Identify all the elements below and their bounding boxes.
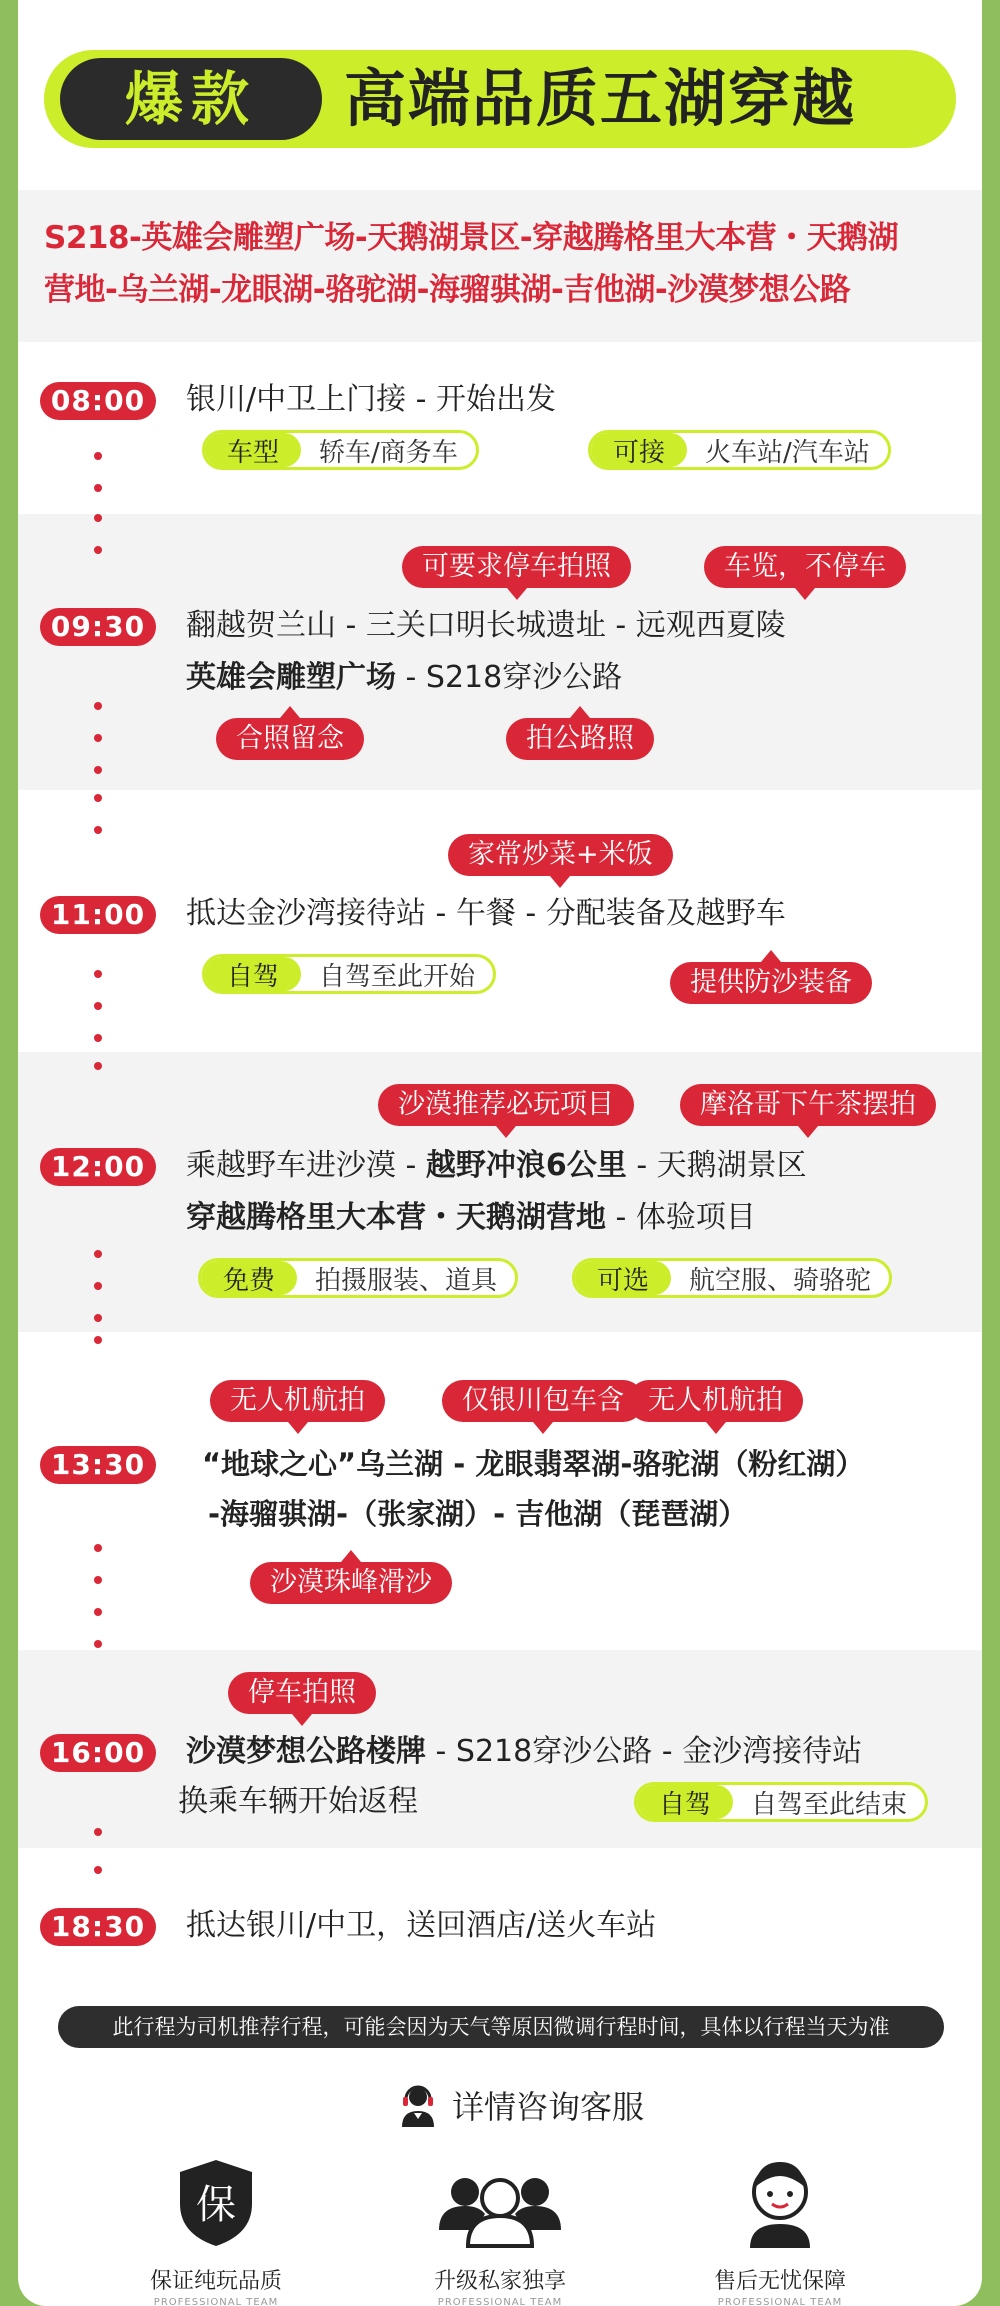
schedule-text-2 xyxy=(186,658,622,698)
stop-photo-tag-2: 停车拍照 xyxy=(228,1672,376,1714)
timeline-dot xyxy=(94,1282,102,1290)
pickup-pill xyxy=(588,430,891,470)
schedule-1830 xyxy=(18,1848,982,1958)
pill-key: 自驾 xyxy=(637,1785,733,1819)
schedule-text-2 xyxy=(186,1198,756,1238)
pill-key: 可选 xyxy=(575,1261,671,1295)
schedule-0800 xyxy=(18,342,982,514)
feature-private xyxy=(390,2152,610,2306)
feature-label: 升级私家独享 xyxy=(433,2269,566,2294)
schedule-text: 抵达金沙湾接待站 - 午餐 - 分配装备及越野车 xyxy=(186,896,786,931)
no-stop-tag: 车览，不停车 xyxy=(704,546,906,588)
free-props-pill xyxy=(198,1258,518,1298)
time-badge: 08:00 xyxy=(40,382,156,420)
timeline-dot xyxy=(94,826,102,834)
pill-key: 可接 xyxy=(591,433,687,467)
schedule-text-2: -海骝骐湖-（张家湖）- 吉他湖（琵琶湖） xyxy=(208,1497,748,1531)
stop-photo-tag: 可要求停车拍照 xyxy=(402,546,631,588)
time-badge: 09:30 xyxy=(40,608,156,646)
schedule-text xyxy=(186,1732,862,1772)
consult-label: 详情咨询客服 xyxy=(452,2088,645,2126)
timeline-dot xyxy=(94,1544,102,1552)
timeline-dot xyxy=(94,1002,102,1010)
shield-icon xyxy=(176,2158,256,2248)
timeline-dot xyxy=(94,766,102,774)
timeline-dot xyxy=(94,1640,102,1648)
schedule-text-2: 换乘车辆开始返程 xyxy=(178,1784,418,1819)
customer-service-icon xyxy=(398,2083,438,2127)
timeline-dot xyxy=(94,1576,102,1584)
highlight-text: 越野冲浪6公里 xyxy=(425,1148,627,1183)
pill-value: 自驾至此开始 xyxy=(319,961,476,992)
highlight-text: 英雄会雕塑广场 xyxy=(186,660,396,695)
group-icon xyxy=(435,2168,565,2248)
highlight-text: 沙漠梦想公路楼牌 xyxy=(186,1734,426,1769)
lunch-tag: 家常炒菜+米饭 xyxy=(448,834,673,876)
drone-tag: 无人机航拍 xyxy=(210,1380,385,1422)
feature-sub: PROFESSIONAL TEAM xyxy=(717,2297,843,2306)
hot-badge: 爆款 xyxy=(60,58,322,140)
yinchuan-only-tag: 仅银川包车含 xyxy=(442,1380,644,1422)
feature-sub: PROFESSIONAL TEAM xyxy=(153,2297,279,2306)
timeline-dot xyxy=(94,484,102,492)
support-agent-icon xyxy=(740,2156,820,2248)
time-badge: 13:30 xyxy=(40,1446,156,1484)
plain-text: - S218穿沙公路 - 金沙湾接待站 xyxy=(426,1734,863,1769)
timeline-dot xyxy=(94,1866,102,1874)
time-badge: 11:00 xyxy=(40,896,156,934)
consult-service-link[interactable] xyxy=(398,2080,644,2130)
schedule-0930 xyxy=(18,514,982,790)
feature-aftersales xyxy=(670,2152,890,2306)
route-line-2: 营地-乌兰湖-龙眼湖-骆驼湖-海骝骐湖-吉他湖-沙漠梦想公路 xyxy=(44,272,851,308)
self-drive-start-pill xyxy=(202,954,496,994)
schedule-text xyxy=(186,1146,807,1186)
pill-value: 自驾至此结束 xyxy=(751,1789,908,1820)
timeline-dot xyxy=(94,734,102,742)
feature-label: 保证纯玩品质 xyxy=(149,2269,282,2294)
road-photo-tag: 拍公路照 xyxy=(506,718,654,760)
schedule-text: 银川/中卫上门接 - 开始出发 xyxy=(186,382,557,417)
schedule-1100 xyxy=(18,790,982,1052)
plain-text: - S218穿沙公路 xyxy=(396,660,623,695)
schedule-1200 xyxy=(18,1052,982,1332)
pill-key: 自驾 xyxy=(205,957,301,991)
svg-text:保: 保 xyxy=(196,2182,236,2228)
pill-key: 免费 xyxy=(201,1261,297,1295)
time-badge: 16:00 xyxy=(40,1734,156,1772)
vehicle-type-pill xyxy=(202,430,479,470)
timeline-dot xyxy=(94,1828,102,1836)
title-bar xyxy=(44,50,956,148)
timeline-dot xyxy=(94,794,102,802)
pill-value: 轿车/商务车 xyxy=(319,437,458,468)
group-photo-tag: 合照留念 xyxy=(216,718,364,760)
time-badge: 18:30 xyxy=(40,1908,156,1946)
time-badge: 12:00 xyxy=(40,1148,156,1186)
timeline-dot xyxy=(94,1250,102,1258)
feature-label: 售后无忧保障 xyxy=(713,2269,846,2294)
timeline-dot xyxy=(94,1034,102,1042)
sand-gear-tag: 提供防沙装备 xyxy=(670,962,872,1004)
plain-text: - 体验项目 xyxy=(606,1200,756,1235)
timeline-dot xyxy=(94,514,102,522)
timeline-dot xyxy=(94,1336,102,1344)
tea-photo-tag: 摩洛哥下午茶摆拍 xyxy=(680,1084,936,1126)
schedule-text: “地球之心”乌兰湖 - 龙眼翡翠湖-骆驼湖（粉红湖） xyxy=(202,1447,865,1481)
schedule-1330 xyxy=(18,1332,982,1650)
route-summary xyxy=(18,190,982,342)
schedule-text: 抵达银川/中卫，送回酒店/送火车站 xyxy=(186,1908,657,1943)
recommended-tag: 沙漠推荐必玩项目 xyxy=(378,1084,634,1126)
highlight-text: 穿越腾格里大本营・天鹅湖营地 xyxy=(186,1200,606,1235)
plain-text: 乘越野车进沙漠 - xyxy=(186,1148,426,1183)
timeline-dot xyxy=(94,1314,102,1322)
timeline-dot xyxy=(94,1062,102,1070)
pill-key: 车型 xyxy=(205,433,301,467)
schedule-text: 翻越贺兰山 - 三关口明长城遗址 - 远观西夏陵 xyxy=(186,608,786,643)
timeline-dot xyxy=(94,970,102,978)
pill-value: 火车站/汽车站 xyxy=(705,437,870,468)
itinerary-card xyxy=(18,0,982,2306)
plain-text: - 天鹅湖景区 xyxy=(626,1148,807,1183)
sand-slide-tag: 沙漠珠峰滑沙 xyxy=(250,1562,452,1604)
page-title: 高端品质五湖穿越 xyxy=(344,62,857,135)
feature-sub: PROFESSIONAL TEAM xyxy=(437,2297,563,2306)
timeline-dot xyxy=(94,546,102,554)
route-line-1: S218-英雄会雕塑广场-天鹅湖景区-穿越腾格里大本营・天鹅湖 xyxy=(44,220,899,256)
timeline-dot xyxy=(94,452,102,460)
self-drive-end-pill xyxy=(634,1782,928,1822)
schedule-1600 xyxy=(18,1650,982,1848)
timeline-dot xyxy=(94,1608,102,1616)
pill-value: 航空服、骑骆驼 xyxy=(689,1265,872,1296)
drone-tag-2: 无人机航拍 xyxy=(628,1380,803,1422)
disclaimer-note: 此行程为司机推荐行程，可能会因为天气等原因微调行程时间，具体以行程当天为准 xyxy=(58,2006,944,2048)
optional-items-pill xyxy=(572,1258,892,1298)
feature-quality xyxy=(106,2152,326,2306)
pill-value: 拍摄服装、道具 xyxy=(315,1265,498,1296)
timeline-dot xyxy=(94,702,102,710)
